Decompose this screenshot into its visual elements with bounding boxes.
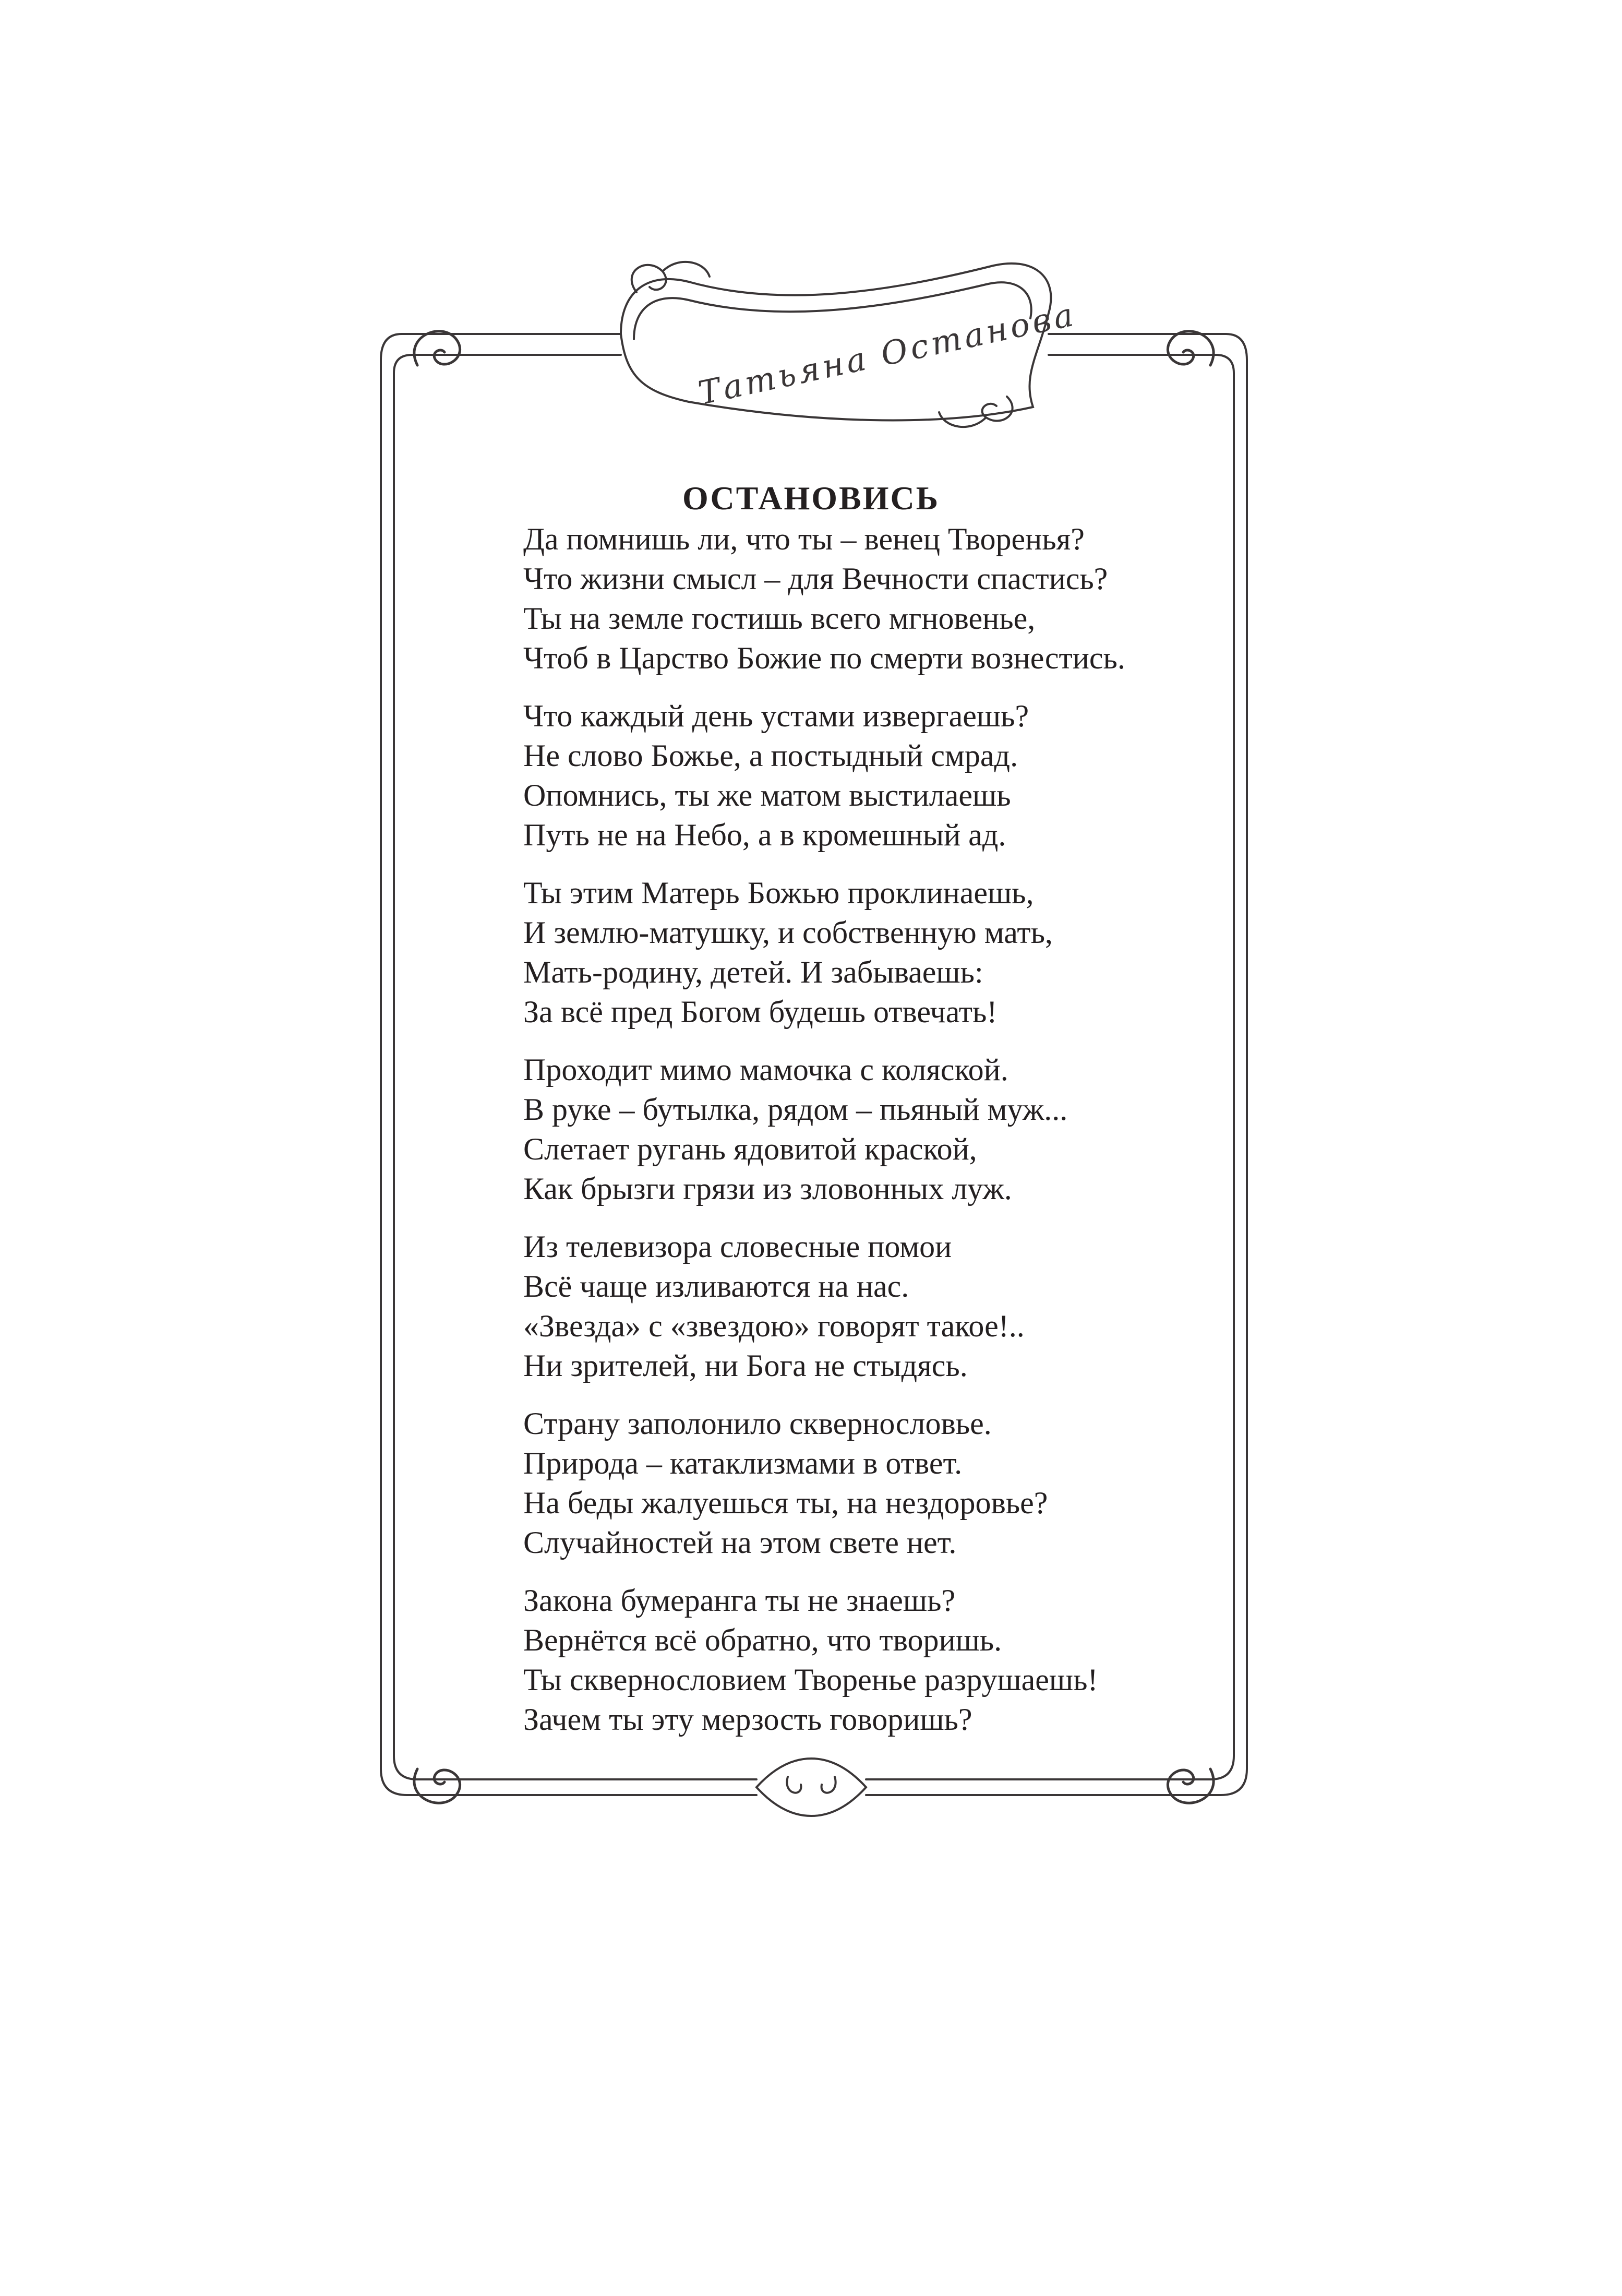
poem-title: ОСТАНОВИСЬ: [682, 479, 940, 517]
poem-line: Не слово Божье, а постыдный смрад.: [523, 738, 1018, 773]
poem-line: Что жизни смысл – для Вечности спастись?: [523, 561, 1108, 596]
poem-line: Как брызги грязи из зловонных луж.: [523, 1171, 1012, 1206]
poem-line: Опомнись, ты же матом выстилаешь: [523, 778, 1011, 812]
stanza: [523, 1050, 1306, 1209]
poem-line: Ты на земле гостишь всего мгновенье,: [523, 601, 1036, 636]
poem-line: Да помнишь ли, что ты – венец Творенья?: [523, 522, 1085, 556]
author-script: Татьяна Останова: [695, 295, 1080, 412]
poem-line: Слетает ругань ядовитой краской,: [523, 1132, 977, 1166]
stanza: [523, 1404, 1306, 1562]
poem-line: Зачем ты эту мерзость говоришь?: [523, 1702, 972, 1737]
stanza: [523, 519, 1306, 678]
poem-line: Чтоб в Царство Божие по смерти вознестись.: [523, 641, 1125, 675]
stanza: [523, 1227, 1306, 1385]
poem-line: Из телевизора словесные помои: [523, 1229, 952, 1264]
poem-line: Путь не на Небо, а в кромешный ад.: [523, 818, 1006, 852]
poem-line: Мать-родину, детей. И забываешь:: [523, 955, 983, 989]
poem-line: Всё чаще изливаются на нас.: [523, 1269, 909, 1304]
poem-line: «Звезда» с «звездою» говорят такое!..: [523, 1309, 1025, 1343]
poem-line: Вернётся всё обратно, что творишь.: [523, 1623, 1002, 1657]
poem-line: Что каждый день устами извергаешь?: [523, 699, 1029, 733]
poem-line: На беды жалуешься ты, на нездоровье?: [523, 1486, 1048, 1520]
poem-line: Ты сквернословием Творенье разрушаешь!: [523, 1663, 1098, 1697]
poem-line: Случайностей на этом свете нет.: [523, 1525, 957, 1560]
stanza: [523, 873, 1306, 1032]
poem-line: Ни зрителей, ни Бога не стыдясь.: [523, 1348, 968, 1383]
poem-line: Закона бумеранга ты не знаешь?: [523, 1583, 956, 1618]
poem-line: Природа – катаклизмами в ответ.: [523, 1446, 963, 1480]
poem-body: [523, 519, 1306, 1757]
poem-line: И землю-матушку, и собственную мать,: [523, 915, 1053, 950]
poem-line: Ты этим Матерь Божью проклинаешь,: [523, 876, 1034, 910]
poem-line: Проходит мимо мамочка с коляской.: [523, 1053, 1008, 1087]
poem-line: Страну заполонило сквернословье.: [523, 1406, 992, 1441]
stanza: [523, 696, 1306, 855]
poem-line: В руке – бутылка, рядом – пьяный муж...: [523, 1092, 1068, 1127]
poem-line: За всё пред Богом будешь отвечать!: [523, 995, 998, 1029]
stanza: [523, 1581, 1306, 1739]
